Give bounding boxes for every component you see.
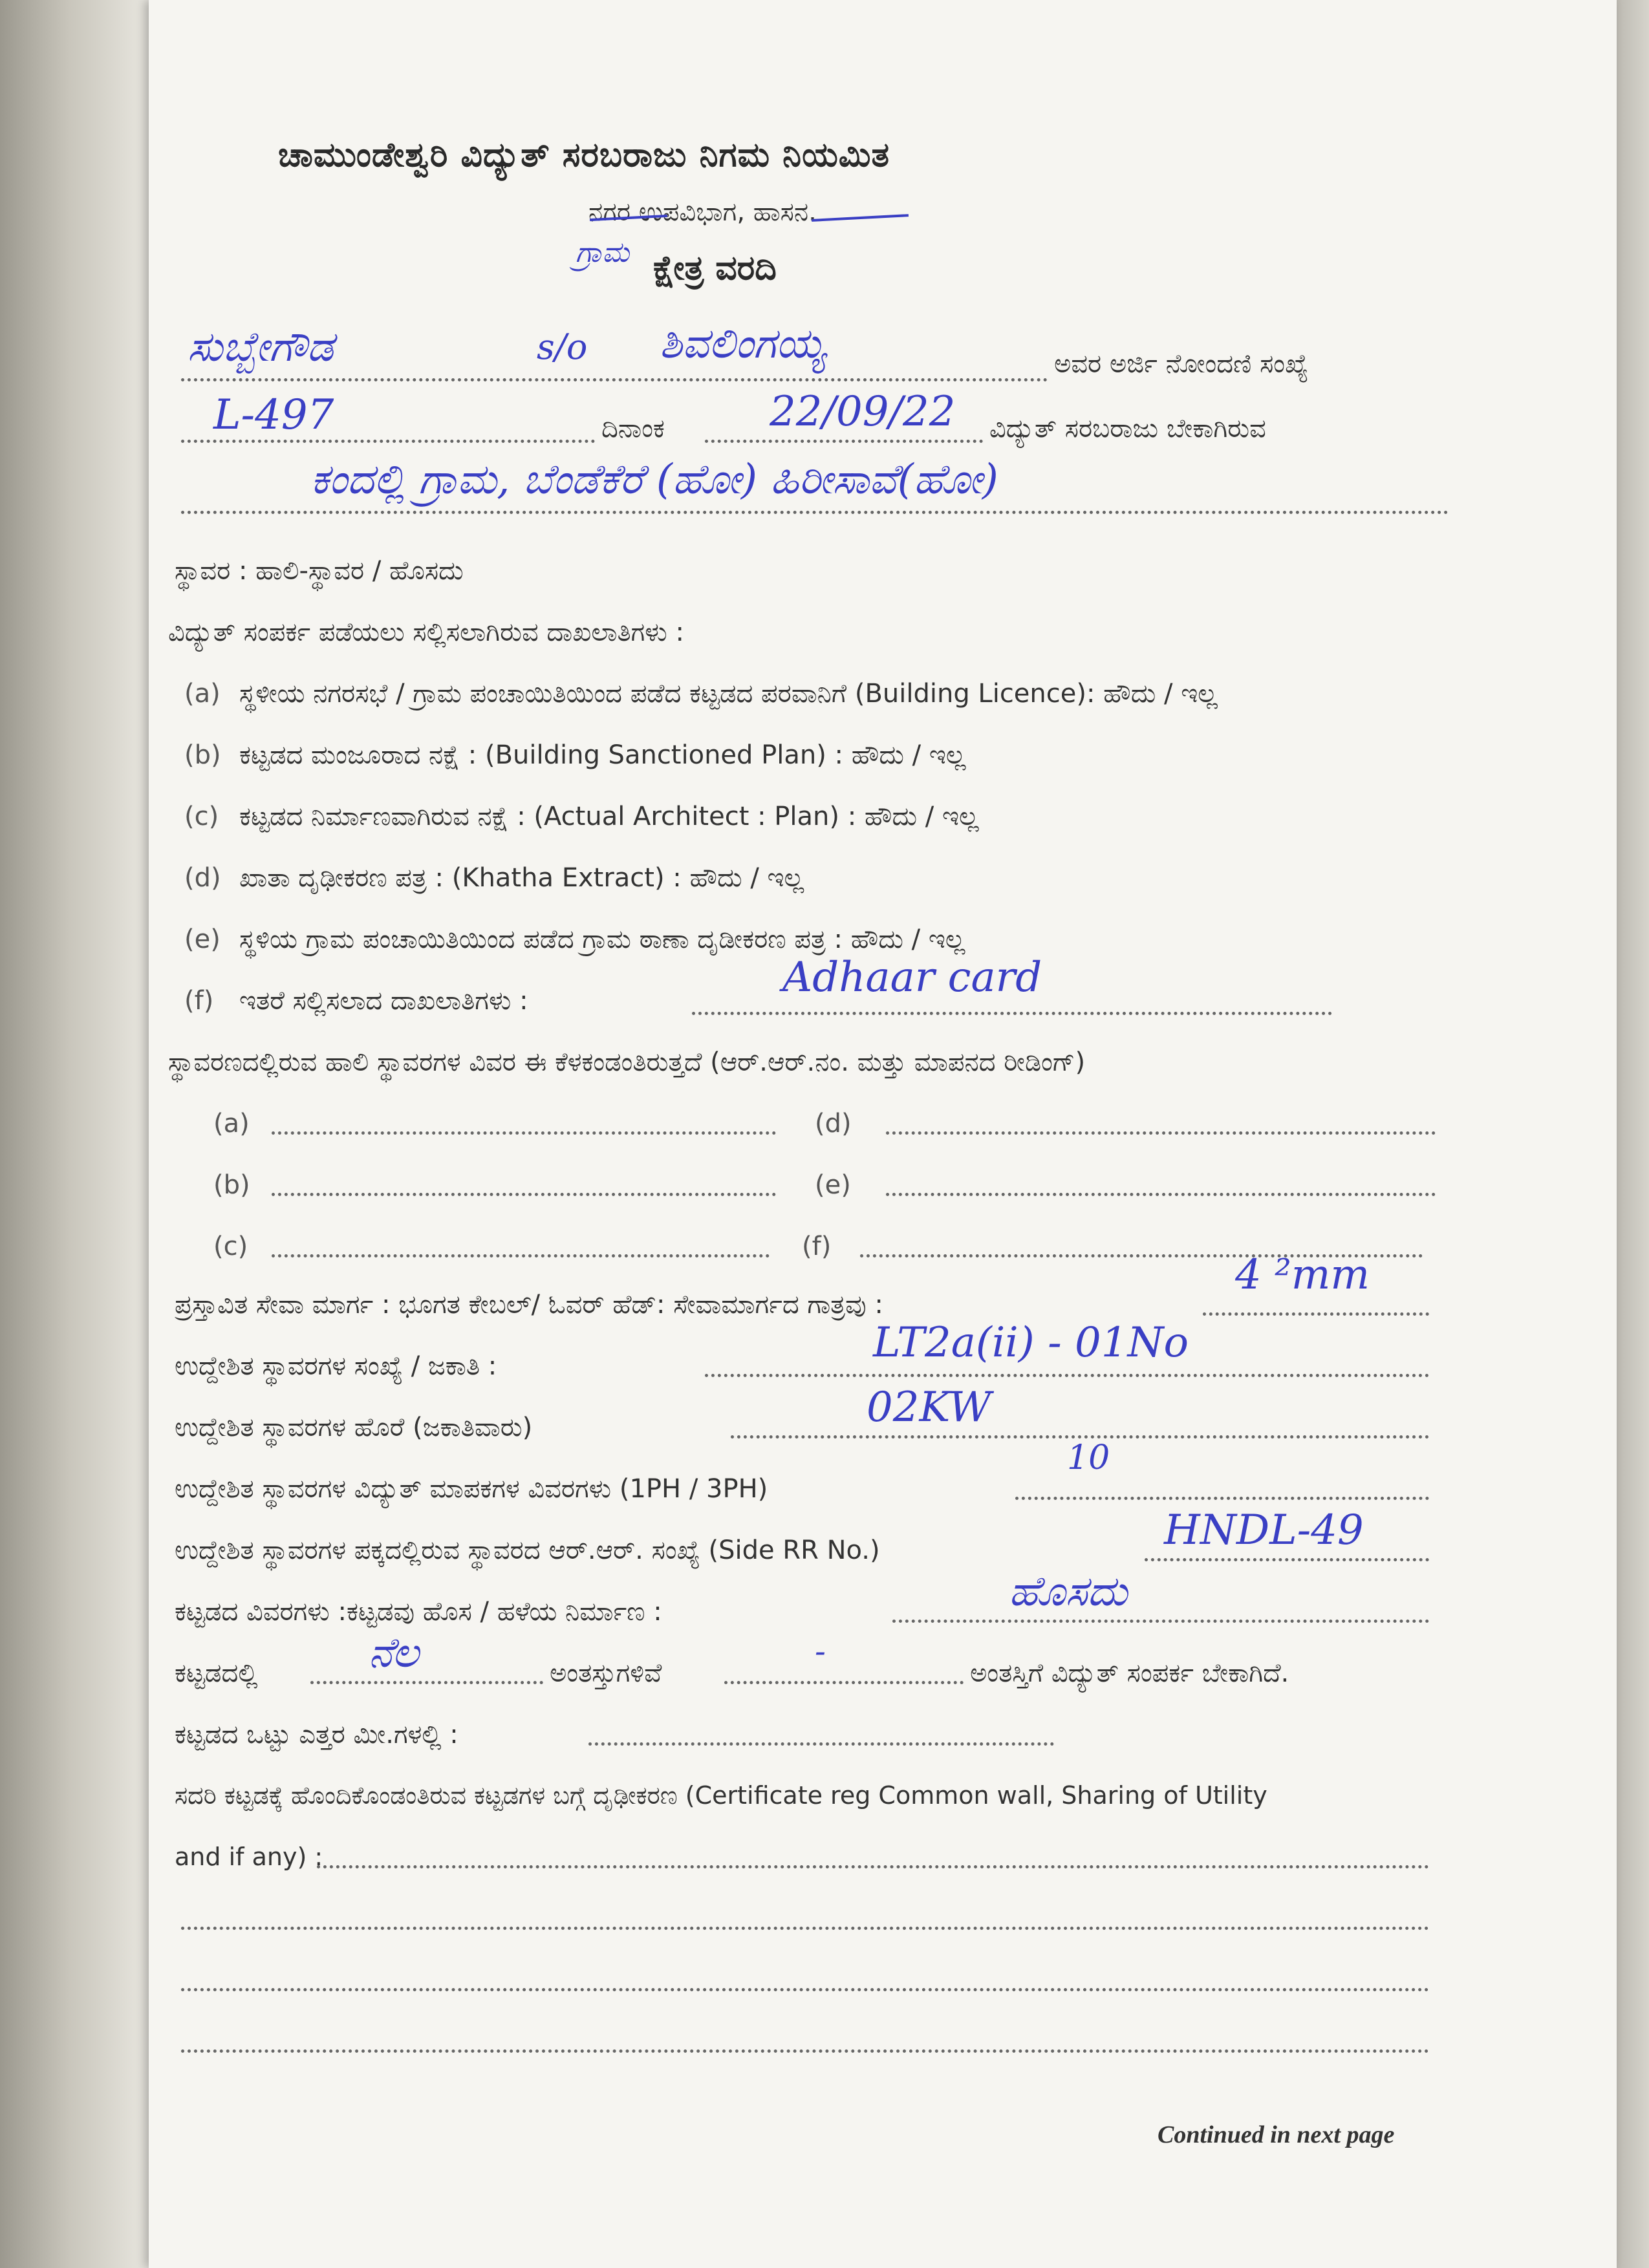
date-label: ದಿನಾಂಕ bbox=[601, 414, 665, 444]
existing-f-key: (f) bbox=[802, 1232, 832, 1261]
floor-label-3: ಅಂತಸ್ತಿಗೆ ವಿದ್ಯುತ್ ಸಂಪರ್ಕ ಬೇಕಾಗಿದೆ. bbox=[970, 1658, 1289, 1688]
reg-no-label: ಅವರ ಅರ್ಜಿ ನೋಂದಣಿ ಸಂಖ್ಯೆ bbox=[1054, 349, 1309, 379]
doc-key-f: (f) bbox=[184, 986, 214, 1016]
building-details-line bbox=[892, 1620, 1429, 1623]
doc-sanctioned-plan: ಕಟ್ಟಡದ ಮಂಜೂರಾದ ನಕ್ಷೆ : (Building Sanctioned Plan) : ಹೌದು / ಇಲ್ಲ bbox=[239, 740, 966, 770]
continued-note: Continued in next page bbox=[1158, 2121, 1395, 2148]
certificate-label-2: and if any) : bbox=[175, 1843, 323, 1871]
relation: s/o bbox=[537, 326, 588, 367]
building-details-label: ಕಟ್ಟಡದ ವಿವರಗಳು :ಕಟ್ಟಡವು ಹೊಸ / ಹಳೆಯ ನಿರ್ಮಾಣ : bbox=[175, 1597, 662, 1627]
strike-mark bbox=[812, 214, 909, 222]
count-line bbox=[705, 1374, 1429, 1377]
doc-other: ಇತರೆ ಸಲ್ಲಿಸಲಾದ ದಾಖಲಾತಿಗಳು : bbox=[239, 986, 528, 1016]
doc-other-value: Adhaar card bbox=[782, 954, 1042, 1001]
floor-label-2: ಅಂತಸ್ತುಗಳಿವೆ bbox=[550, 1658, 662, 1688]
existing-e-line bbox=[886, 1193, 1436, 1196]
existing-d-line bbox=[886, 1131, 1436, 1135]
floor-dash: - bbox=[815, 1632, 826, 1670]
doc-key-b: (b) bbox=[184, 740, 221, 770]
floor-line-1 bbox=[310, 1681, 543, 1684]
height-label: ಕಟ್ಟಡದ ಒಟ್ಟು ಎತ್ತರ ಮೀ.ಗಳಲ್ಲಿ : bbox=[175, 1720, 458, 1749]
doc-other-line bbox=[692, 1012, 1332, 1015]
existing-b-line bbox=[272, 1193, 776, 1196]
address: ಕಂದಲ್ಲಿ ಗ್ರಾಮ, ಬೆಂಡೆಕೆರೆ (ಹೋ) ಹಿರೀಸಾವೆ(ಹೋ) bbox=[310, 456, 998, 504]
existing-c-key: (c) bbox=[213, 1232, 248, 1261]
existing-b-key: (b) bbox=[213, 1170, 250, 1200]
height-line bbox=[588, 1742, 1054, 1746]
side-rr-label: ಉದ್ದೇಶಿತ ಸ್ಥಾವರಗಳ ಪಕ್ಕದಲ್ಲಿರುವ ಸ್ಥಾವರದ ಆರ್.ಆರ್. ಸಂಖ್ಯೆ (Side RR No.) bbox=[175, 1535, 880, 1565]
doc-grama-thana: ಸ್ಥಳಿಯ ಗ್ರಾಮ ಪಂಚಾಯಿತಿಯಿಂದ ಪಡೆದ ಗ್ರಾಮ ಠಾಣಾ ದೃಡೀಕರಣ ಪತ್ರ : ಹೌದು / ಇಲ್ಲ bbox=[239, 925, 965, 954]
applicant-name: ಸುಬ್ಬೇಗೌಡ bbox=[188, 323, 334, 371]
floor-line-2 bbox=[724, 1681, 964, 1684]
floor-label-1: ಕಟ್ಟಡದಲ್ಲಿ bbox=[175, 1658, 258, 1688]
applicant-name-line bbox=[181, 378, 1048, 381]
father-name: ಶಿವಲಿಂಗಯ್ಯ bbox=[660, 320, 826, 368]
load-value: 02KW bbox=[867, 1384, 991, 1431]
reg-no: L-497 bbox=[213, 391, 334, 439]
report-title: ಕ್ಷೇತ್ರ ವರದಿ bbox=[653, 249, 777, 288]
building-details-value: ಹೊಸದು bbox=[1009, 1568, 1128, 1616]
load-label: ಉದ್ದೇಶಿತ ಸ್ಥಾವರಗಳ ಹೊರೆ (ಜಕಾತಿವಾರು) bbox=[175, 1413, 533, 1442]
form-page bbox=[149, 0, 1617, 2268]
certificate-label: ಸದರಿ ಕಟ್ಟಡಕ್ಕೆ ಹೊಂದಿಕೊಂಡಂತಿರುವ ಕಟ್ಟಡಗಳ ಬಗ್ಗೆ ದೃಢೀಕರಣ (Certificate reg Common wall, Sharing of Utility bbox=[175, 1781, 1267, 1810]
certificate-line-4 bbox=[181, 2049, 1429, 2053]
meter-line bbox=[1015, 1497, 1429, 1500]
address-line bbox=[181, 511, 1449, 514]
doc-key-e: (e) bbox=[184, 925, 221, 954]
doc-key-a: (a) bbox=[184, 679, 221, 709]
certificate-line-1 bbox=[317, 1865, 1429, 1868]
floor-value: ನೆಲ bbox=[369, 1629, 419, 1677]
certificate-line-2 bbox=[181, 1927, 1429, 1930]
service-route-value: 4 ²mm bbox=[1235, 1251, 1370, 1299]
certificate-line-3 bbox=[181, 1988, 1429, 1991]
page-edge bbox=[1617, 0, 1649, 2268]
doc-key-c: (c) bbox=[184, 802, 219, 831]
side-rr-value: HNDL-49 bbox=[1164, 1506, 1364, 1554]
documents-heading: ವಿದ್ಯುತ್ ಸಂಪರ್ಕ ಪಡೆಯಲು ಸಲ್ಲಿಸಲಾಗಿರುವ ದಾಖಲಾತಿಗಳು : bbox=[168, 617, 684, 647]
doc-architect-plan: ಕಟ್ಟಡದ ನಿರ್ಮಾಣವಾಗಿರುವ ನಕ್ಷೆ : (Actual Architect : Plan) : ಹೌದು / ಇಲ್ಲ bbox=[239, 802, 979, 831]
property-label: ಸ್ಥಾವರ : ಹಾಲಿ-ಸ್ಥಾವರ / ಹೊಸದು bbox=[175, 556, 464, 586]
count-value: LT2a(ii) - 01No bbox=[873, 1319, 1189, 1367]
existing-c-line bbox=[272, 1254, 770, 1257]
service-route-label: ಪ್ರಸ್ತಾವಿತ ಸೇವಾ ಮಾರ್ಗ : ಭೂಗತ ಕೇಬಲ್/ ಓವರ್ ಹೆಡ್: ಸೇವಾಮಾರ್ಗದ ಗಾತ್ರವು : bbox=[175, 1290, 883, 1320]
existing-heading: ಸ್ಥಾವರಣದಲ್ಲಿರುವ ಹಾಲಿ ಸ್ಥಾವರಗಳ ವಿವರ ಈ ಕೆಳಕಂಡಂತಿರುತ್ತದೆ (ಆರ್.ಆರ್.ನಂ. ಮತ್ತು ಮಾಪನದ ರೀಡಿಂಗ್) bbox=[168, 1047, 1086, 1077]
required-label: ವಿದ್ಯುತ್ ಸರಬರಾಜು ಬೇಕಾಗಿರುವ bbox=[989, 414, 1266, 444]
meter-value: 10 bbox=[1067, 1439, 1110, 1477]
doc-key-d: (d) bbox=[184, 863, 221, 893]
reg-no-line bbox=[181, 440, 595, 443]
side-rr-line bbox=[1145, 1558, 1429, 1561]
doc-building-licence: ಸ್ಥಳೀಯ ನಗರಸಭೆ / ಗ್ರಾಮ ಪಂಚಾಯಿತಿಯಿಂದ ಪಡೆದ ಕಟ್ಟಡದ ಪರವಾನಿಗೆ (Building Licence): ಹೌದು / ಇಲ್ಲ bbox=[239, 679, 1218, 709]
doc-khatha-extract: ಖಾತಾ ದೃಢೀಕರಣ ಪತ್ರ : (Khatha Extract) : ಹೌದು / ಇಲ್ಲ bbox=[239, 863, 804, 893]
count-label: ಉದ್ದೇಶಿತ ಸ್ಥಾವರಗಳ ಸಂಖ್ಯೆ / ಜಕಾತಿ : bbox=[175, 1351, 497, 1381]
date-line bbox=[705, 440, 983, 443]
date: 22/09/22 bbox=[770, 388, 956, 436]
org-name: ಚಾಮುಂಡೇಶ್ವರಿ ವಿದ್ಯುತ್ ಸರಬರಾಜು ನಿಗಮ ನಿಯಮಿತ bbox=[278, 136, 890, 175]
existing-e-key: (e) bbox=[815, 1170, 851, 1200]
service-route-line bbox=[1203, 1312, 1429, 1316]
existing-a-key: (a) bbox=[213, 1109, 250, 1139]
existing-a-line bbox=[272, 1131, 776, 1135]
report-title-prefix: ಗ್ರಾಮ bbox=[576, 236, 630, 269]
subdivision: ನಗರ ಉಪವಿಭಾಗ, ಹಾಸನ. bbox=[588, 197, 817, 227]
existing-d-key: (d) bbox=[815, 1109, 852, 1139]
meter-label: ಉದ್ದೇಶಿತ ಸ್ಥಾವರಗಳ ವಿದ್ಯುತ್ ಮಾಪಕಗಳ ವಿವರಗಳು (1PH / 3PH) bbox=[175, 1474, 768, 1504]
